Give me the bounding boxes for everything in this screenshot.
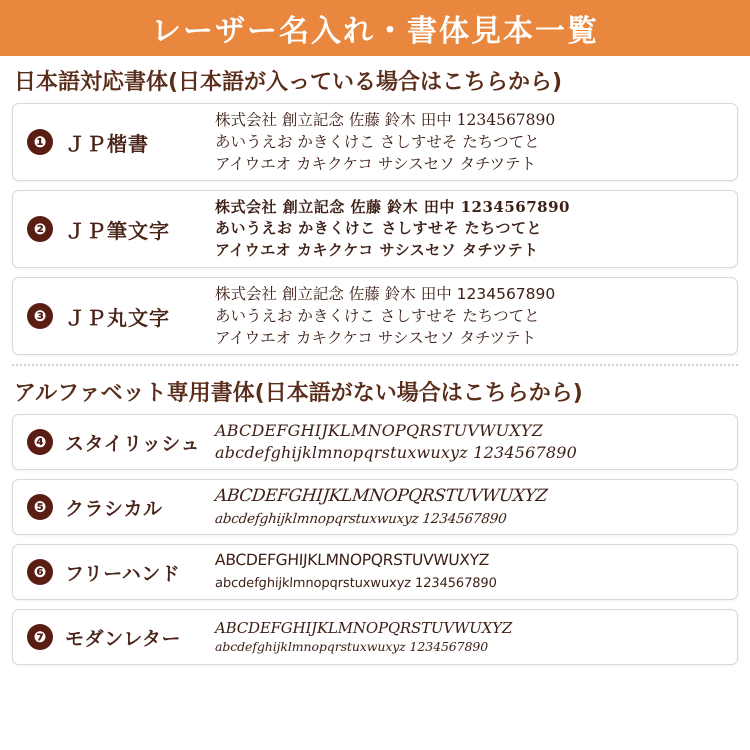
font-name-label: ＪＰ楷書: [65, 131, 149, 156]
font-sample-text: [215, 420, 737, 463]
page-title: レーザー名入れ・書体見本一覧: [151, 14, 599, 49]
font-row-stylish[interactable]: [12, 414, 738, 470]
font-name-label: ＪＰ筆文字: [65, 218, 170, 243]
sample-line: ABCDEFGHIJKLMNOPQRSTUVWUXYZ: [214, 551, 490, 570]
sample-line: ABCDEFGHIJKLMNOPQRSTUVWUXYZ: [215, 421, 544, 441]
font-name-label: モダンレター: [65, 627, 181, 650]
font-sample-text: [215, 109, 737, 175]
font-sample-text: [215, 485, 737, 530]
font-name-label: フリーハンド: [65, 562, 181, 585]
section-heading-japanese: 日本語対応書体(日本語が入っている場合はこちらから): [14, 70, 563, 95]
sample-line: abcdefghijklmnopqrstuxwuxyz 1234567890: [215, 443, 577, 462]
row-number-badge: ❸: [27, 303, 53, 329]
sample-line: ABCDEFGHIJKLMNOPQRSTUVWUXYZ: [215, 619, 513, 638]
font-sample-text: [215, 550, 737, 593]
font-sample-text: [215, 283, 737, 349]
font-row-classical[interactable]: [12, 479, 738, 535]
font-row-jp-kaisho[interactable]: [12, 103, 738, 181]
row-number-badge: ❹: [27, 429, 53, 455]
sample-line: あいうえお かきくけこ さしすせそ たちつてと: [215, 307, 540, 325]
sample-line: アイウエオ カキクケコ サシスセソ タチツテト: [215, 155, 537, 173]
row-number-badge: ❷: [27, 216, 53, 242]
sample-line: abcdefghijklmnopqrstuxwuxyz 1234567890: [214, 510, 508, 527]
japanese-font-list: [0, 103, 750, 355]
font-row-jp-maru[interactable]: [12, 277, 738, 355]
sample-line: アイウエオ カキクケコ サシスセソ タチツテト: [215, 240, 539, 259]
row-number-badge: ❼: [27, 624, 53, 650]
sample-line: 株式会社 創立記念 佐藤 鈴木 田中 1234567890: [215, 111, 556, 129]
font-name-label: ＪＰ丸文字: [65, 305, 170, 330]
row-number-badge: ❻: [27, 559, 53, 585]
alphabet-font-list: [0, 414, 750, 665]
row-number-badge: ❺: [27, 494, 53, 520]
font-row-jp-fude[interactable]: [12, 190, 738, 268]
sample-line: アイウエオ カキクケコ サシスセソ タチツテト: [215, 329, 537, 347]
row-number-badge: ❶: [27, 129, 53, 155]
font-sample-text: [215, 618, 737, 655]
sample-line: 株式会社 創立記念 佐藤 鈴木 田中 1234567890: [215, 198, 570, 217]
sample-line: あいうえお かきくけこ さしすせそ たちつてと: [215, 133, 540, 151]
section-heading-alphabet: アルファベット専用書体(日本語がない場合はこちらから): [14, 381, 583, 406]
font-name-label: スタイリッシュ: [65, 432, 200, 455]
font-row-freehand[interactable]: [12, 544, 738, 600]
font-name-label: クラシカル: [65, 497, 163, 520]
page-header: [0, 0, 750, 56]
sample-line: abcdefghijklmnopqrstuxwuxyz 1234567890: [214, 576, 498, 591]
font-row-modern-letter[interactable]: [12, 609, 738, 665]
sample-line: あいうえお かきくけこ さしすせそ たちつてと: [215, 219, 543, 238]
sample-line: 株式会社 創立記念 佐藤 鈴木 田中 1234567890: [215, 285, 556, 303]
sample-line: abcdefghijklmnopqrstuxwuxyz 1234567890: [215, 638, 489, 654]
font-sample-text: [215, 197, 737, 261]
sample-line: ABCDEFGHIJKLMNOPQRSTUVWUXYZ: [213, 485, 549, 506]
